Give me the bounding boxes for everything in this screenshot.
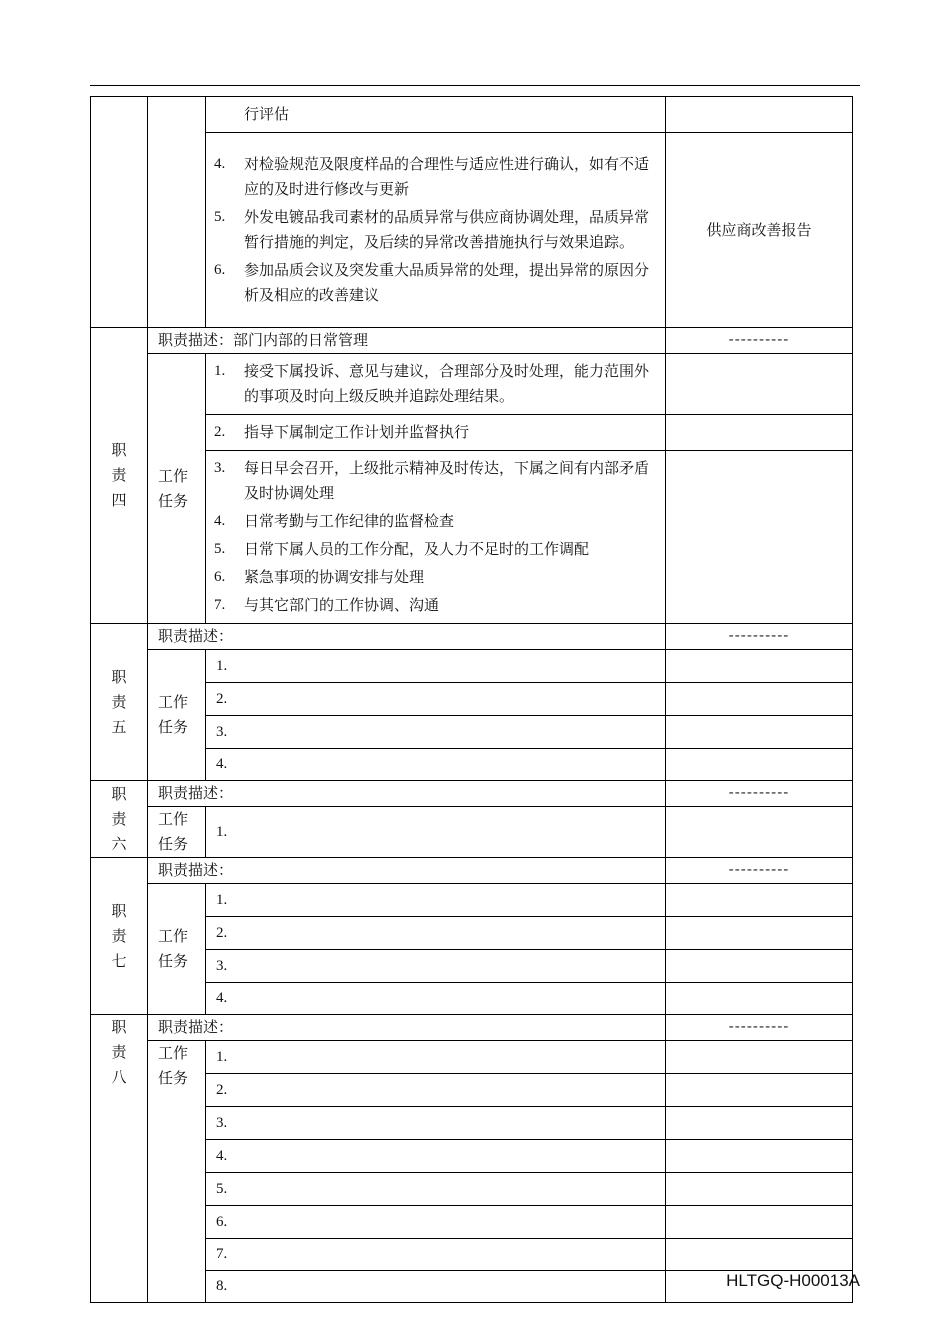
duty6-desc-row [91, 781, 853, 807]
item-text: 与其它部门的工作协调、沟通 [244, 596, 440, 614]
duty8-output-cell [666, 1140, 853, 1173]
duty5-description: 职责描述： [148, 624, 666, 650]
duty8-task-row [91, 1206, 853, 1239]
list-item [214, 258, 659, 308]
list-item [214, 359, 659, 409]
duty5-task-row [91, 683, 853, 716]
item-text: 紧急事项的协调安排与处理 [244, 568, 425, 586]
item-number: 6. [214, 569, 226, 585]
document-code: HLTGQ-H00013A [726, 1271, 860, 1290]
duty7-description: 职责描述： [148, 858, 666, 884]
duty8-output-cell [666, 1041, 853, 1074]
header-rule [90, 85, 860, 86]
duty8-item-7: 7. [206, 1239, 666, 1271]
duty8-output-cell [666, 1173, 853, 1206]
duty6-output-cell [666, 807, 853, 858]
duty8-item-2: 2. [206, 1074, 666, 1107]
duty7-output-cell [666, 917, 853, 950]
item-number: 6. [214, 262, 226, 278]
duty7-task-row [91, 950, 853, 983]
duty8-item-8: 8. [206, 1271, 666, 1303]
item-text: 每日早会召开，上级批示精神及时传达，下属之间有内部矛盾及时协调处理 [244, 459, 650, 502]
duty8-task-row [91, 1074, 853, 1107]
continuation-items-cell [206, 133, 666, 328]
item-number: 5. [214, 209, 226, 225]
duty4-dash: ---------- [666, 328, 853, 354]
duty8-output-cell [666, 1107, 853, 1140]
item-number: 5. [214, 541, 226, 557]
duty7-desc-row [91, 858, 853, 884]
duty5-item-4: 4. [206, 749, 666, 781]
duty8-task-row [91, 1041, 853, 1074]
item-number: 2. [214, 424, 226, 440]
duty6-dash: ---------- [666, 781, 853, 807]
duty5-item-3: 3. [206, 716, 666, 749]
duty8-task-row [91, 1107, 853, 1140]
item-text: 对检验规范及限度样品的合理性与适应性进行确认，如有不适应的及时进行修改与更新 [244, 155, 650, 198]
duty7-dash: ---------- [666, 858, 853, 884]
duty7-task-row [91, 983, 853, 1015]
list-item [214, 593, 659, 618]
duty5-task-row [91, 749, 853, 781]
item-number: 3. [214, 460, 226, 476]
duty5-output-cell [666, 683, 853, 716]
duty4-item-cell [206, 415, 666, 451]
list-item [214, 102, 659, 127]
list-item [214, 205, 659, 255]
duty5-task-row [91, 650, 853, 683]
duty5-output-cell [666, 716, 853, 749]
continuation-row [91, 97, 853, 133]
duty4-item-cell [206, 354, 666, 415]
duty7-item-4: 4. [206, 983, 666, 1015]
duty7-item-2: 2. [206, 917, 666, 950]
list-item [214, 456, 659, 506]
duty8-item-4: 4. [206, 1140, 666, 1173]
duty8-description: 职责描述： [148, 1015, 666, 1041]
continuation-first-item-cell [206, 97, 666, 133]
duty8-task-row [91, 1173, 853, 1206]
duty5-desc-row [91, 624, 853, 650]
continuation-output-cell-top [666, 97, 853, 133]
duty8-task-row [91, 1140, 853, 1173]
item-text: 日常下属人员的工作分配，及人力不足时的工作调配 [244, 540, 590, 558]
list-item [214, 152, 659, 202]
supplier-report-cell: 供应商改善报告 [666, 133, 853, 328]
duty7-task-label: 工作 任务 [148, 884, 206, 1015]
duty5-item-2: 2. [206, 683, 666, 716]
duty8-label: 职 责 八 [91, 1015, 148, 1303]
list-item [214, 565, 659, 590]
duty4-task-row [91, 451, 853, 624]
duty5-dash: ---------- [666, 624, 853, 650]
duty5-task-row [91, 716, 853, 749]
item-number: 7. [214, 597, 226, 613]
item-number: 1. [214, 363, 226, 379]
duty6-label: 职 责 六 [91, 781, 148, 858]
duty4-label: 职 责 四 [91, 328, 148, 624]
continuation-label-cell [91, 97, 148, 328]
duty6-item-1: 1. [206, 807, 666, 858]
duty7-label: 职 责 七 [91, 858, 148, 1015]
duty8-item-3: 3. [206, 1107, 666, 1140]
list-item [214, 420, 659, 445]
duty5-item-1: 1. [206, 650, 666, 683]
duty7-output-cell [666, 884, 853, 917]
list-item [214, 537, 659, 562]
duty8-output-cell [666, 1074, 853, 1107]
duty7-task-row [91, 917, 853, 950]
duty7-item-3: 3. [206, 950, 666, 983]
item-text: 日常考勤与工作纪律的监督检查 [244, 512, 455, 530]
duty5-output-cell [666, 749, 853, 781]
duty4-desc-row [91, 328, 853, 354]
duty7-output-cell [666, 950, 853, 983]
duty8-desc-row [91, 1015, 853, 1041]
duty8-item-6: 6. [206, 1206, 666, 1239]
duty4-output-cell [666, 415, 853, 451]
duty8-output-cell [666, 1239, 853, 1271]
duty4-output-cell [666, 354, 853, 415]
duty6-description: 职责描述： [148, 781, 666, 807]
item-text: 接受下属投诉、意见与建议，合理部分及时处理，能力范围外的事项及时向上级反映并追踪处理结果。 [244, 362, 650, 405]
duty8-item-5: 5. [206, 1173, 666, 1206]
duty4-task-row [91, 354, 853, 415]
item-number: 4. [214, 156, 226, 172]
duty7-task-row [91, 884, 853, 917]
duty5-task-label: 工作 任务 [148, 650, 206, 781]
duty6-task-label: 工作 任务 [148, 807, 206, 858]
item-text: 参加品质会议及突发重大品质异常的处理，提出异常的原因分析及相应的改善建议 [244, 261, 650, 304]
item-text: 外发电镀品我司素材的品质异常与供应商协调处理，品质异常暂行措施的判定，及后续的异常改善措施执行与效果追踪。 [244, 208, 650, 251]
duty8-item-1: 1. [206, 1041, 666, 1074]
duty8-task-label: 工作 任务 [148, 1041, 206, 1303]
item-number: 4. [214, 513, 226, 529]
duty5-output-cell [666, 650, 853, 683]
duty-table [90, 96, 853, 1303]
duty4-output-cell [666, 451, 853, 624]
duty4-item-cell [206, 451, 666, 624]
duty5-label: 职 责 五 [91, 624, 148, 781]
duty8-output-cell [666, 1206, 853, 1239]
continuation-row [91, 133, 853, 328]
list-item [214, 509, 659, 534]
duty4-task-row [91, 415, 853, 451]
item-text: 指导下属制定工作计划并监督执行 [244, 423, 470, 441]
item-text: 行评估 [244, 105, 290, 123]
duty7-item-1: 1. [206, 884, 666, 917]
duty8-task-row [91, 1239, 853, 1271]
duty4-task-label: 工作 任务 [148, 354, 206, 624]
duty6-task-row [91, 807, 853, 858]
duty8-dash: ---------- [666, 1015, 853, 1041]
duty7-output-cell [666, 983, 853, 1015]
continuation-task-label-cell [148, 97, 206, 328]
duty4-description: 职责描述：部门内部的日常管理 [148, 328, 666, 354]
